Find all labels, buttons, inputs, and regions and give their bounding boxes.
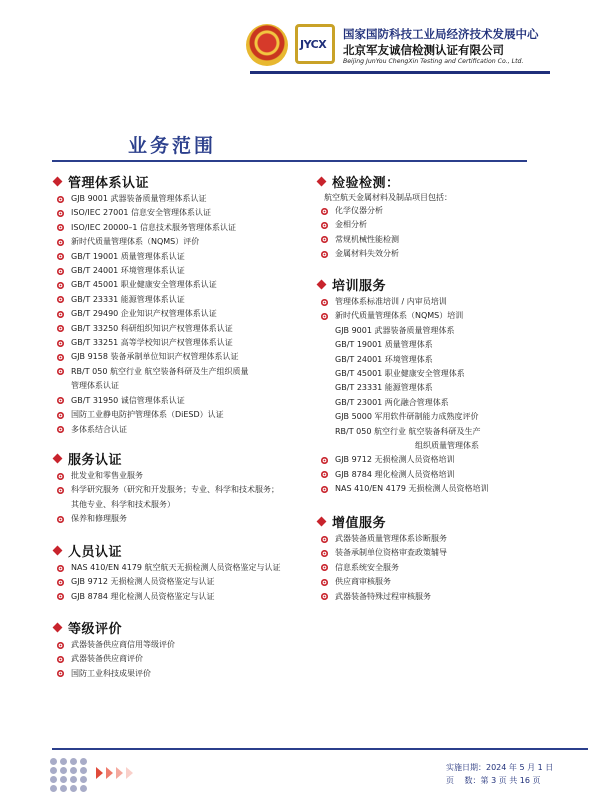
decor-chevron-icon (96, 767, 103, 779)
decor-dot (60, 767, 67, 774)
decor-chevron-icon (106, 767, 113, 779)
list-item-text: 装备承制单位资格审查政策辅导 (335, 548, 447, 558)
list-item (316, 396, 489, 410)
list-item (52, 293, 249, 307)
list-item-text: GB/T 19001 质量管理体系认证 (71, 251, 185, 261)
list-item (316, 367, 489, 381)
list-item-text: GB/T 24001 环境管理体系 (335, 354, 433, 364)
org-name-en: Beijing JunYou ChengXin Testing and Certification Co., Ltd. (343, 58, 524, 65)
section-title: 培训服务 (332, 278, 387, 294)
list-item (52, 483, 279, 512)
list-item (52, 264, 249, 278)
footer-divider (52, 748, 588, 750)
list-item (316, 381, 489, 395)
list-item (316, 561, 447, 575)
org-name-cn-2: 北京军友诚信检测认证有限公司 (343, 43, 504, 57)
list-item-text: 武器装备供应商评价 (71, 654, 143, 664)
section-title: 服务认证 (68, 452, 123, 468)
list-item-text: 新时代质量管理体系（NQMS）评价 (71, 237, 200, 247)
section-title: 等级评价 (68, 621, 123, 637)
list-item-text: 批发业和零售业服务 (71, 471, 143, 480)
list-item-text: GB/T 23331 能源管理体系认证 (71, 294, 185, 304)
org-name-cn-1: 国家国防科技工业局经济技术发展中心 (343, 27, 539, 41)
list-item (52, 667, 175, 681)
decor-dot (60, 785, 67, 792)
section-title: 增值服务 (332, 515, 387, 531)
section-inspection (316, 172, 452, 262)
list-item (52, 365, 249, 394)
decorative-dots-icon (50, 758, 100, 796)
list-item-text: ISO/IEC 27001 信息安全管理体系认证 (71, 208, 211, 218)
list-item (316, 295, 489, 309)
list-item (316, 233, 452, 247)
list-item (52, 336, 249, 350)
decor-dot (80, 758, 87, 765)
section-title: 管理体系认证 (68, 175, 150, 191)
section-training (316, 275, 489, 497)
decor-chevron-icon (126, 767, 133, 779)
list-item-text: NAS 410/EN 4179 航空航天无损检测人员资格鉴定与认证 (71, 563, 281, 572)
list-item-text: GB/T 45001 职业健康安全管理体系 (335, 369, 465, 379)
list-item-text: 多体系结合认证 (71, 424, 127, 434)
list-item (52, 250, 249, 264)
list-item (52, 235, 249, 249)
decor-dot (70, 785, 77, 792)
decor-dot (60, 758, 67, 765)
list-item (52, 512, 279, 526)
list-item-text: GB/T 33251 高等学校知识产权管理体系认证 (71, 338, 233, 348)
effective-date: 实施日期：2024 年 5 月 1 日 (446, 763, 554, 772)
list-item-text: GB/T 24001 环境管理体系认证 (71, 266, 185, 276)
list-item (316, 338, 489, 352)
diamond-bullet-icon (53, 545, 63, 555)
page-number: 页 数：第 3 页 共 16 页 (446, 776, 541, 785)
decor-dot (80, 767, 87, 774)
list-item-text: 信息系统安全服务 (335, 562, 399, 572)
list-item-text: GB/T 29490 企业知识产权管理体系认证 (71, 309, 217, 319)
list-item (52, 322, 249, 336)
list-item-text: 武器装备质量管理体系诊断服务 (335, 534, 447, 543)
diamond-bullet-icon (53, 176, 63, 186)
list-item-text: GJB 9158 装备承制单位知识产权管理体系认证 (71, 352, 239, 362)
list-item (316, 575, 447, 589)
list-item (52, 652, 175, 666)
list-item-text: 化学仪器分析 (335, 206, 383, 215)
list-item (52, 561, 281, 575)
list-item (316, 546, 447, 560)
diamond-bullet-icon (317, 516, 327, 526)
list-item-continuation: 组织质量管理体系 (415, 441, 479, 451)
diamond-bullet-icon (317, 279, 327, 289)
list-item (52, 278, 249, 292)
decor-dot (60, 776, 67, 783)
list-item (316, 453, 489, 467)
list-item (52, 575, 281, 589)
list-item-text: GB/T 31950 诚信管理体系认证 (71, 395, 185, 405)
list-item (316, 590, 447, 604)
section-title: 人员认证 (68, 544, 123, 560)
list-item-text: GB/T 33250 科研组织知识产权管理体系认证 (71, 323, 233, 333)
decor-dot (50, 785, 57, 792)
list-item-text: 国防工业科技成果评价 (71, 668, 151, 678)
list-item-text: GB/T 45001 职业健康安全管理体系认证 (71, 280, 217, 290)
decor-dot (50, 758, 57, 765)
section-value-added (316, 512, 447, 604)
list-item-text: GJB 8784 理化检测人员资格培训 (335, 469, 455, 479)
list-item-text: GJB 8784 理化检测人员资格鉴定与认证 (71, 591, 215, 601)
title-divider (52, 160, 527, 162)
page-title: 业务范围 (128, 135, 217, 157)
decor-dot (70, 767, 77, 774)
list-item-text: 金属材料失效分析 (335, 249, 399, 259)
diamond-bullet-icon (317, 176, 327, 186)
list-item (316, 204, 452, 218)
list-item (316, 468, 489, 482)
list-item (316, 410, 489, 424)
decor-dot (50, 776, 57, 783)
list-item (52, 638, 175, 652)
list-item-text: 保养和修理服务 (71, 514, 127, 524)
list-item-text: 金相分析 (335, 220, 367, 230)
list-item (316, 309, 489, 323)
list-item (52, 206, 249, 220)
list-item (52, 394, 249, 408)
decor-dot (80, 785, 87, 792)
national-emblem-logo (246, 24, 288, 66)
list-item (52, 350, 249, 364)
list-item-text: 科学研究服务（研究和开发服务；专业、科学和技术服务； (71, 485, 279, 495)
diamond-bullet-icon (53, 622, 63, 632)
list-item (52, 590, 281, 604)
decor-dot (50, 767, 57, 774)
list-item (52, 192, 249, 206)
list-item-text: GB/T 23331 能源管理体系 (335, 383, 433, 393)
company-logo (295, 24, 335, 64)
list-item-text: 武器装备特殊过程审核服务 (335, 591, 431, 601)
decor-dot (70, 758, 77, 765)
list-item (316, 532, 447, 546)
decor-chevron-icon (116, 767, 123, 779)
list-item (52, 307, 249, 321)
list-item (316, 425, 489, 454)
diamond-bullet-icon (53, 453, 63, 463)
section-subline: 航空航天金属材料及制品项目包括： (324, 193, 452, 202)
list-item-text: 新时代质量管理体系（NQMS）培训 (335, 311, 464, 321)
list-item-text: GJB 9712 无损检测人员资格鉴定与认证 (71, 577, 215, 587)
list-item (316, 353, 489, 367)
list-item (316, 324, 489, 338)
list-item (52, 469, 279, 483)
list-item-text: GJB 5000 军用软件研制能力成熟度评价 (335, 412, 479, 422)
list-item-text: 常规机械性能检测 (335, 234, 399, 244)
list-item-text: RB/T 050 航空行业 航空装备科研及生产组织质量 (71, 366, 249, 376)
list-item-text: ISO/IEC 20000–1 信息技术服务管理体系认证 (71, 222, 237, 232)
section-service-cert (52, 449, 279, 527)
section-grade-evaluation (52, 618, 175, 681)
section-title: 检验检测： (332, 175, 400, 191)
list-item (316, 482, 489, 496)
list-item-continuation: 管理体系认证 (71, 381, 119, 391)
list-item-text: GJB 9001 武器装备质量管理体系 (335, 325, 455, 335)
list-item-text: GJB 9712 无损检测人员资格培训 (335, 455, 455, 465)
list-item-text: RB/T 050 航空行业 航空装备科研及生产 (335, 426, 481, 436)
list-item-text: 管理体系标准培训 / 内审员培训 (335, 297, 447, 306)
list-item-text: 供应商审核服务 (335, 577, 391, 587)
list-item (316, 247, 452, 261)
list-item (52, 423, 249, 437)
section-management-cert (52, 172, 249, 437)
logo-text: JYCX (300, 38, 327, 51)
list-item (316, 218, 452, 232)
list-item-text: 国防工业静电防护管理体系（DiESD）认证 (71, 410, 224, 420)
list-item-text: GJB 9001 武器装备质量管理体系认证 (71, 194, 207, 203)
list-item-text: GB/T 19001 质量管理体系 (335, 340, 433, 350)
list-item (52, 221, 249, 235)
list-item-continuation: 其他专业、科学和技术服务） (71, 499, 175, 509)
decor-dot (80, 776, 87, 783)
list-item-text: NAS 410/EN 4179 无损检测人员资格培训 (335, 484, 489, 494)
list-item-text: 武器装备供应商信用等级评价 (71, 640, 175, 649)
section-personnel-cert (52, 541, 281, 604)
decor-dot (70, 776, 77, 783)
list-item (52, 408, 249, 422)
list-item-text: GB/T 23001 两化融合管理体系 (335, 397, 449, 407)
header-divider (250, 71, 550, 74)
